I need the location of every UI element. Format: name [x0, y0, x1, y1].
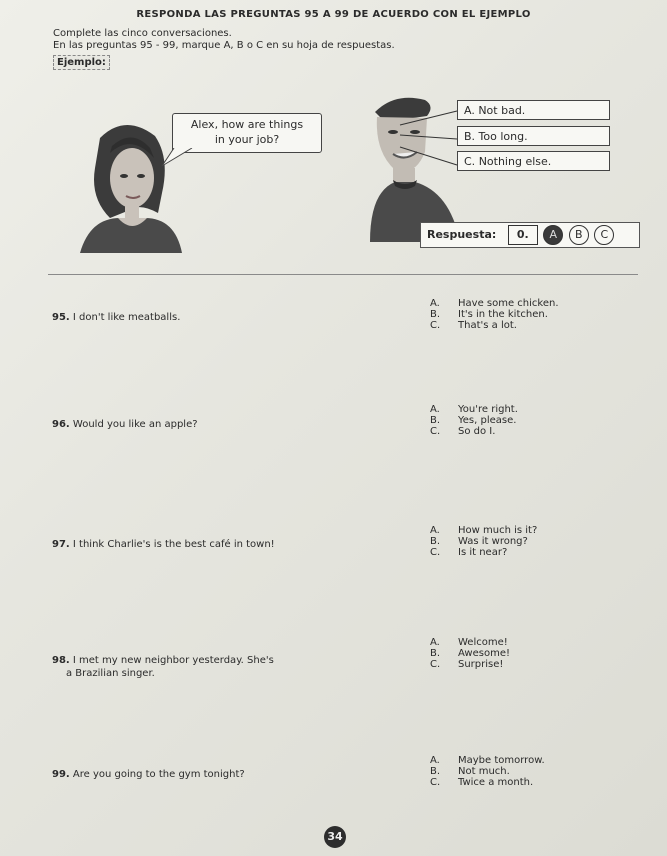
question-number: 96.: [52, 419, 70, 430]
option-96-c[interactable]: C. So do I.: [430, 426, 496, 437]
question-number: 95.: [52, 312, 70, 323]
option-99-a[interactable]: A. Maybe tomorrow.: [430, 755, 545, 766]
question-96: [52, 418, 198, 431]
options-95: [430, 298, 559, 331]
bubble-line: Alex, how are things: [190, 118, 304, 131]
question-95: [52, 311, 180, 324]
example-label: Ejemplo:: [53, 55, 110, 70]
answer-bar: [420, 222, 640, 248]
answer-label: Respuesta:: [427, 228, 497, 241]
instructions: [53, 28, 395, 52]
question-text: a Brazilian singer.: [66, 668, 155, 679]
question-text: Are you going to the gym tonight?: [72, 769, 245, 780]
options-99: [430, 755, 545, 788]
option-99-c[interactable]: C. Twice a month.: [430, 777, 534, 788]
option-99-b[interactable]: B. Not much.: [430, 766, 510, 777]
question-text: I met my new neighbor yesterday. She's: [72, 655, 274, 666]
question-number: 98.: [52, 655, 70, 666]
question-97: [52, 538, 275, 551]
option-letter: A.: [464, 104, 475, 117]
option-98-b[interactable]: B. Awesome!: [430, 648, 510, 659]
question-number: 99.: [52, 769, 70, 780]
page-number: 34: [324, 826, 346, 848]
question-text: I don't like meatballs.: [72, 312, 181, 323]
option-97-a[interactable]: A. How much is it?: [430, 525, 538, 536]
instruction-line: Complete las cinco conversaciones.: [53, 28, 232, 39]
option-95-a[interactable]: A. Have some chicken.: [430, 298, 559, 309]
option-95-b[interactable]: B. It's in the kitchen.: [430, 309, 548, 320]
example-option-c: [457, 151, 610, 171]
option-letter: C.: [464, 155, 476, 168]
option-text: Nothing else.: [478, 155, 552, 168]
answer-circle-a[interactable]: A: [543, 225, 563, 245]
example-option-b: [457, 126, 610, 146]
options-98: [430, 637, 510, 670]
option-98-a[interactable]: A. Welcome!: [430, 637, 508, 648]
question-number: 97.: [52, 539, 70, 550]
question-text: Would you like an apple?: [72, 419, 198, 430]
question-98: [52, 654, 274, 680]
answer-number: 0.: [508, 225, 538, 245]
page-title: RESPONDA LAS PREGUNTAS 95 A 99 DE ACUERDO CON EL EJEMPLO: [136, 9, 531, 20]
answer-circle-c[interactable]: C: [594, 225, 614, 245]
option-letter: B.: [464, 130, 476, 143]
option-97-c[interactable]: C. Is it near?: [430, 547, 508, 558]
option-96-b[interactable]: B. Yes, please.: [430, 415, 517, 426]
option-96-a[interactable]: A. You're right.: [430, 404, 518, 415]
option-97-b[interactable]: B. Was it wrong?: [430, 536, 528, 547]
example-option-a: [457, 100, 610, 120]
options-97: [430, 525, 537, 558]
pointer-arrows: [395, 105, 465, 175]
option-95-c[interactable]: C. That's a lot.: [430, 320, 517, 331]
speech-bubble: [172, 113, 322, 153]
option-text: Not bad.: [478, 104, 526, 117]
bubble-tail: [160, 148, 200, 168]
instruction-line: En las preguntas 95 - 99, marque A, B o C en su hoja de respuestas.: [53, 40, 395, 51]
answer-circle-b[interactable]: B: [569, 225, 589, 245]
options-96: [430, 404, 518, 437]
question-99: [52, 768, 245, 781]
section-divider: [48, 274, 638, 275]
bubble-line: in your job?: [214, 133, 280, 146]
option-text: Too long.: [478, 130, 528, 143]
option-98-c[interactable]: C. Surprise!: [430, 659, 504, 670]
question-text: I think Charlie's is the best café in town!: [72, 539, 275, 550]
